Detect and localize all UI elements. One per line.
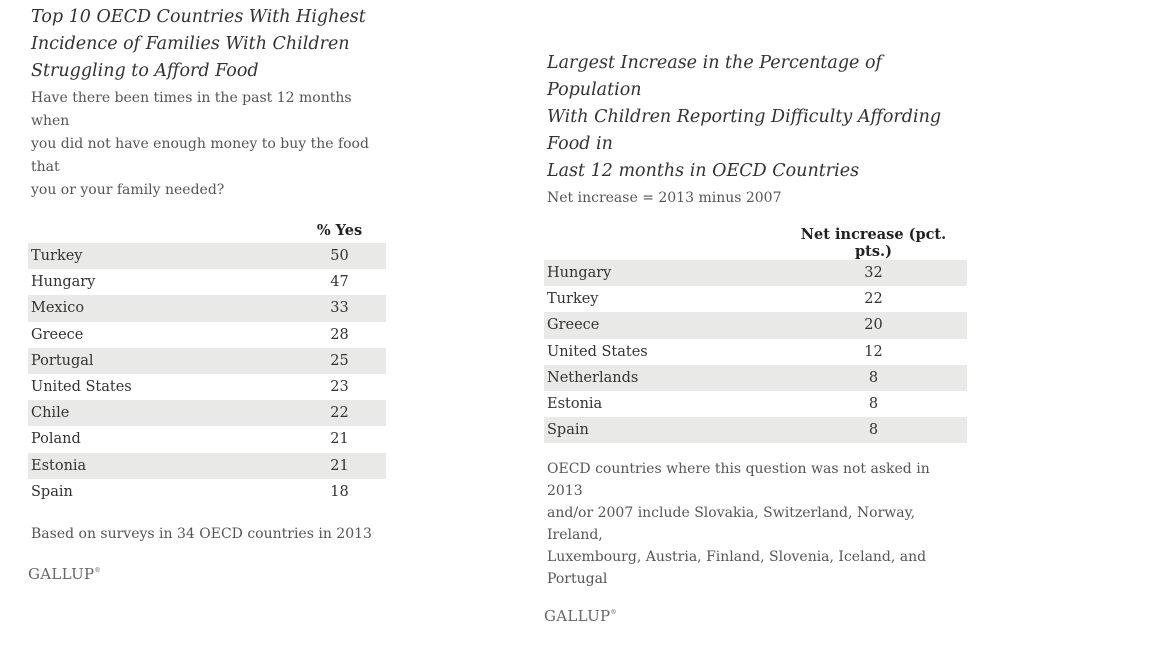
header-label [28,217,293,243]
right-note-line: OECD countries where this question was not asked in 2013 [547,461,930,500]
table-row [544,339,967,365]
value-cell: 20 [780,312,967,338]
value-cell: 32 [780,260,967,286]
table-row [28,269,386,295]
country-cell: Turkey [28,243,293,269]
right-subtitle [547,187,967,210]
right-title-line: With Children Reporting Difficulty Affording Food in [547,107,942,154]
left-note [31,523,386,545]
header-value: % Yes [316,221,363,239]
table-row [544,391,967,417]
country-cell: Estonia [547,396,603,413]
table-row [544,286,967,312]
country-cell: Spain [31,483,73,500]
country-cell: Greece [544,312,780,338]
table-header-row [544,226,967,260]
value-cell: 47 [330,274,349,291]
value-cell: 25 [293,348,386,374]
left-table [28,217,386,505]
left-subtitle-line: you did not have enough money to buy the food that [31,136,369,175]
value-cell: 28 [330,326,349,343]
table-header-row [28,217,386,243]
left-title [31,4,386,85]
table-row [28,479,386,505]
country-cell: Greece [31,326,84,343]
right-title-line: Last 12 months in OECD Countries [547,161,860,181]
left-subtitle-line: you or your family needed? [31,182,225,198]
country-cell: United States [547,343,648,360]
value-cell: 22 [293,400,386,426]
country-cell: Hungary [544,260,780,286]
gallup-logo [544,607,967,625]
table-row [28,426,386,452]
country-cell: Portugal [28,348,293,374]
country-cell: Turkey [547,291,599,308]
left-panel [28,4,386,583]
header-label [544,226,780,260]
table-row [28,348,386,374]
gallup-logo-text: GALLUP [28,564,95,583]
right-title-line: Largest Increase in the Percentage of Population [547,53,882,100]
left-title-line: Struggling to Afford Food [31,61,259,81]
country-cell: Hungary [31,274,96,291]
registered-mark-icon: ® [94,566,101,574]
country-cell: Chile [28,400,293,426]
value-cell: 8 [868,396,879,413]
table-row [544,365,967,391]
left-subtitle [31,87,386,202]
value-cell: 23 [330,379,349,396]
right-note-line: Portugal [547,571,608,588]
table-row [544,260,967,286]
header-value: Net increase (pct. pts.) [800,226,947,260]
value-cell: 18 [330,483,349,500]
right-note-line: and/or 2007 include Slovakia, Switzerland, Norway, Ireland, [547,505,916,544]
gallup-logo-text: GALLUP [544,607,611,626]
country-cell: Estonia [28,453,293,479]
value-cell: 8 [780,417,967,443]
country-cell: Netherlands [544,365,780,391]
left-note-line: Based on surveys in 34 OECD countries in 2013 [31,525,372,542]
table-row [28,322,386,348]
table-row [28,453,386,479]
value-cell: 21 [293,453,386,479]
table-row [544,417,967,443]
gallup-logo [28,565,386,583]
right-title [547,50,967,185]
registered-mark-icon: ® [610,609,617,617]
table-row [28,243,386,269]
value-cell: 50 [293,243,386,269]
right-note [547,458,967,590]
table-row [28,374,386,400]
value-cell: 12 [864,343,883,360]
table-row [28,400,386,426]
country-cell: United States [31,379,132,396]
left-title-line: Incidence of Families With Children [31,34,350,54]
right-table [544,226,967,443]
value-cell: 21 [330,431,349,448]
table-row [544,312,967,338]
country-cell: Spain [544,417,780,443]
value-cell: 22 [864,291,883,308]
right-subtitle-line: Net increase = 2013 minus 2007 [547,190,782,206]
table-row [28,295,386,321]
right-note-line: Luxembourg, Austria, Finland, Slovenia, Iceland, and [547,549,927,566]
left-subtitle-line: Have there been times in the past 12 months when [31,90,352,129]
value-cell: 33 [293,295,386,321]
country-cell: Poland [31,431,81,448]
country-cell: Mexico [28,295,293,321]
right-panel [544,50,967,625]
value-cell: 8 [780,365,967,391]
left-title-line: Top 10 OECD Countries With Highest [31,7,366,27]
